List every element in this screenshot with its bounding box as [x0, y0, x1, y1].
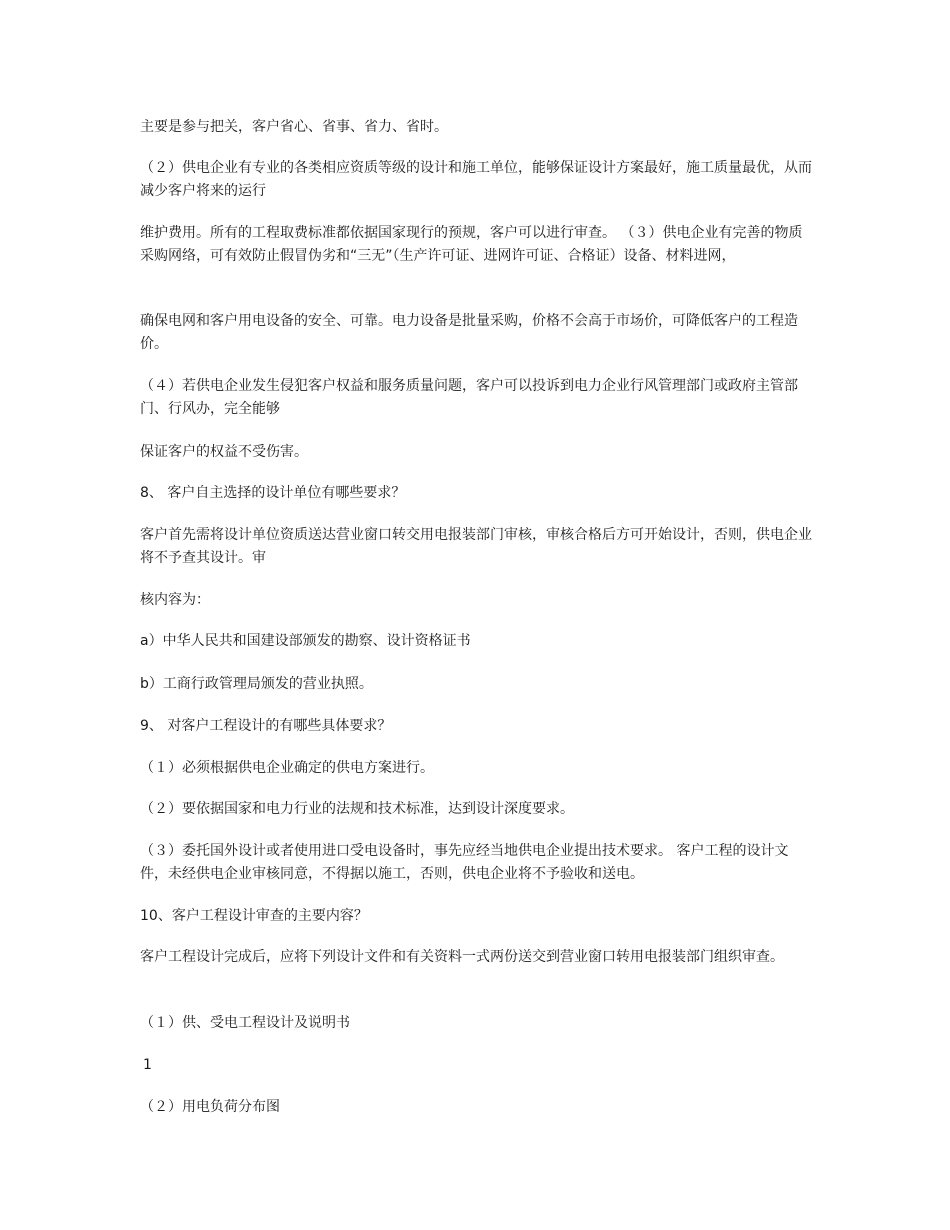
section-heading: 9、 对客户工程设计的有哪些具体要求？	[140, 718, 392, 734]
paragraph: 确保电网和客户用电设备的安全、可靠。电力设备是批量采购，价格不会高于市场价，可降低客户的工程造价。	[140, 313, 798, 352]
list-item: b）工商行政管理局颁发的营业执照。	[140, 676, 373, 692]
section-heading: 8、 客户自主选择的设计单位有哪些要求？	[140, 485, 406, 501]
list-item: （２）要依据国家和电力行业的法规和技术标准，达到设计深度要求。	[140, 801, 574, 817]
list-item: （２）用电负荷分布图	[140, 1099, 280, 1115]
list-item: （１）必须根据供电企业确定的供电方案进行。	[140, 760, 434, 776]
paragraph: （３）委托国外设计或者使用进口受电设备时，事先应经当地供电企业提出技术要求。 客户工程的设计文件，未经供电企业审核同意，不得据以施工，否则，供电企业将不予验收和送电。	[140, 843, 789, 882]
paragraph: 主要是参与把关，客户省心、省事、省力、省时。	[140, 119, 448, 135]
paragraph: 客户工程设计完成后，应将下列设计文件和有关资料一式两份送交到营业窗口转用电报装部门组织审查。	[140, 949, 784, 965]
section-heading: 10、客户工程设计审查的主要内容？	[140, 908, 368, 924]
paragraph: 客户首先需将设计单位资质送达营业窗口转交用电报装部门审核，审核合格后方可开始设计，否则，供电企业将不予查其设计。审	[140, 527, 812, 566]
list-item: （１）供、受电工程设计及说明书	[140, 1015, 350, 1031]
page-number: 1	[143, 1057, 152, 1073]
paragraph: （２）供电企业有专业的各类相应资质等级的设计和施工单位，能够保证设计方案最好，施工质量最优，从而减少客户将来的运行	[140, 160, 812, 199]
paragraph: 核内容为：	[140, 592, 210, 608]
paragraph: 保证客户的权益不受伤害。	[140, 444, 308, 460]
list-item: a）中华人民共和国建设部颁发的勘察、设计资格证书	[140, 633, 471, 649]
paragraph: （４）若供电企业发生侵犯客户权益和服务质量问题，客户可以投诉到电力企业行风管理部门或政府主管部门、行风办，完全能够	[140, 378, 798, 417]
paragraph: 维护费用。所有的工程取费标准都依据国家现行的预规，客户可以进行审查。 （３）供电企业有完善的物质采购网络，可有效防止假冒伪劣和“三无”（生产许可证、进网许可证、合格证）设备、材料进网，	[140, 225, 803, 264]
